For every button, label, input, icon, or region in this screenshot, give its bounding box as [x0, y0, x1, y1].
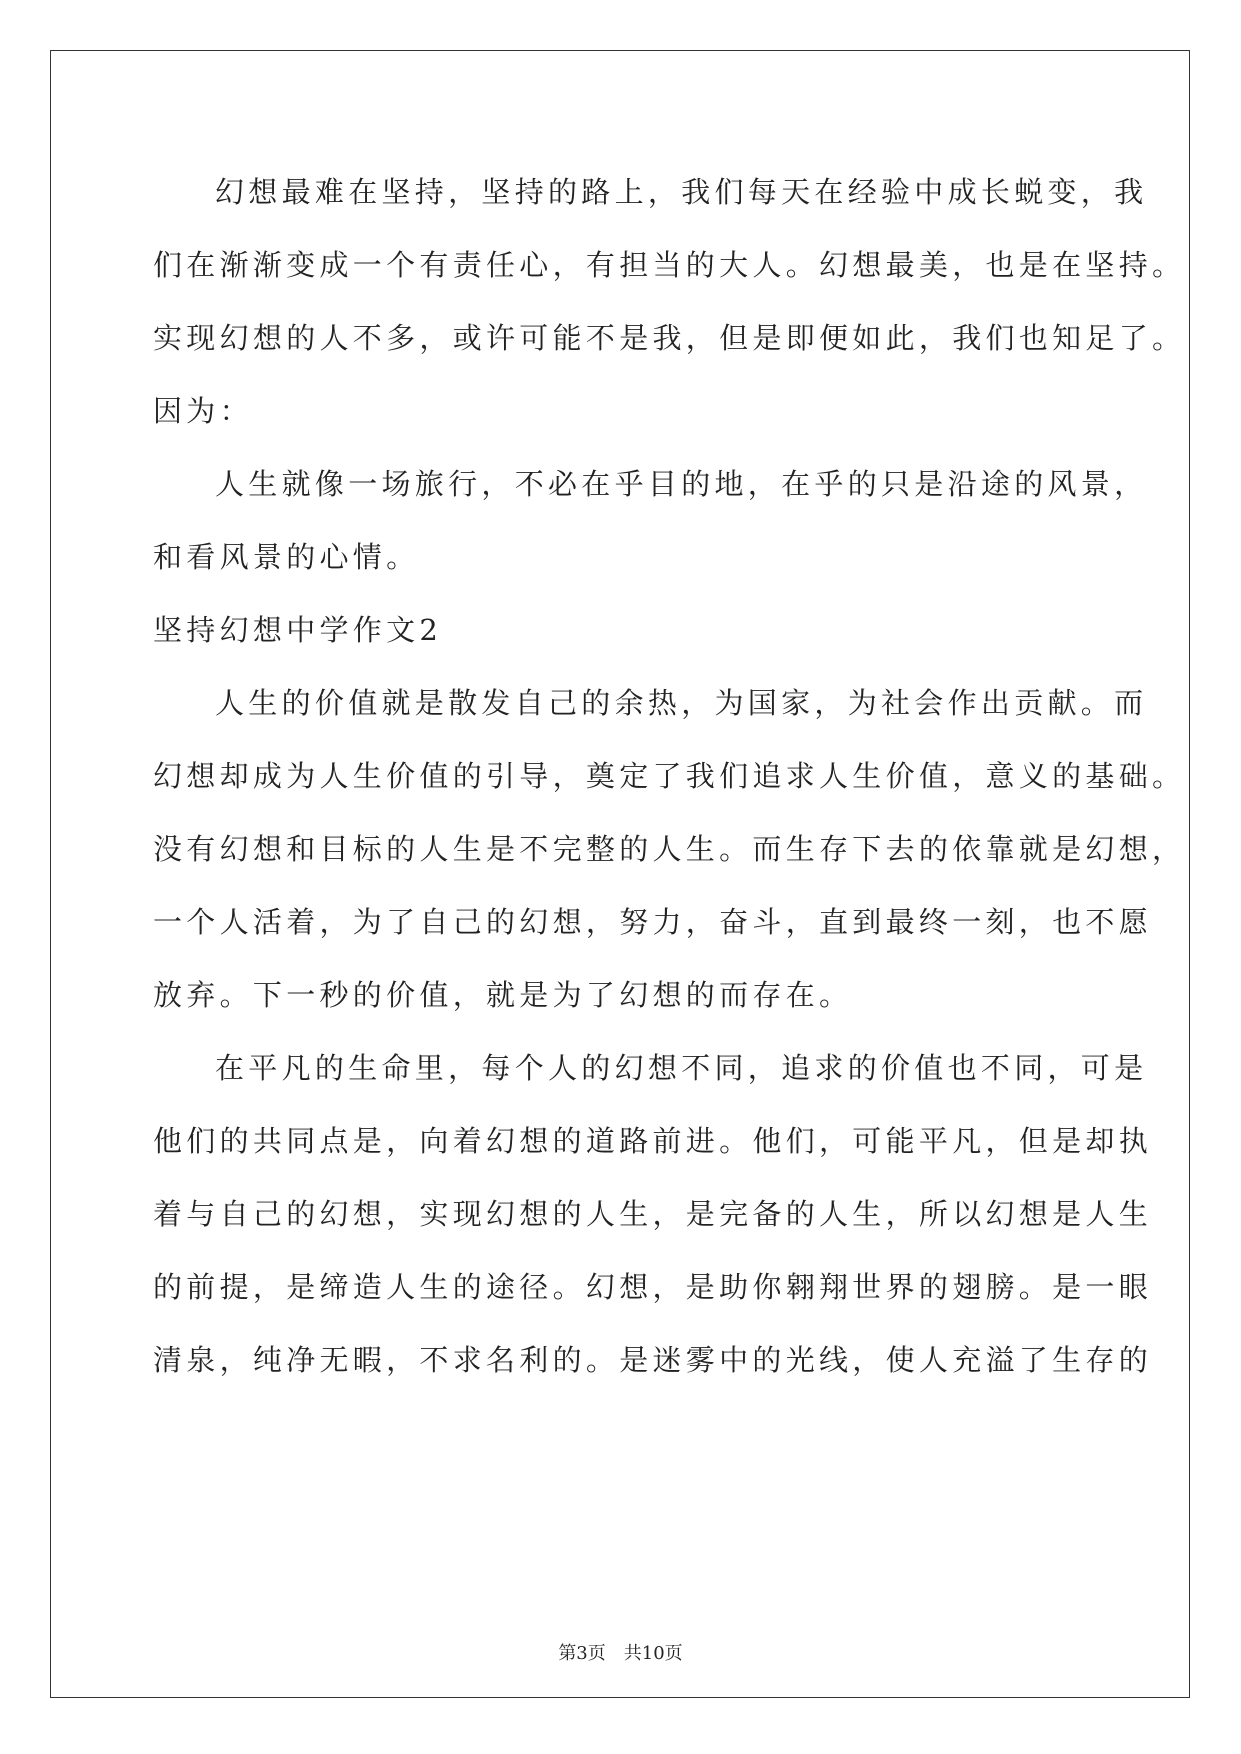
text-line: 放弃。下一秒的价值，就是为了幻想的而存在。 [153, 978, 853, 1012]
page-number-footer: 第3页 共10页 [558, 1643, 683, 1664]
text-line: 实现幻想的人不多，或许可能不是我，但是即便如此，我们也知足了。 [153, 321, 1186, 355]
text-line: 清泉，纯净无暇，不求名利的。是迷雾中的光线，使人充溢了生存的 [153, 1343, 1153, 1377]
text-line: 在平凡的生命里，每个人的幻想不同，追求的价值也不同，可是 [215, 1051, 1148, 1085]
text-line: 着与自己的幻想，实现幻想的人生，是完备的人生，所以幻想是人生 [153, 1197, 1153, 1231]
text-line: 和看风景的心情。 [153, 540, 420, 574]
text-line: 幻想却成为人生价值的引导，奠定了我们追求人生价值，意义的基础。 [153, 759, 1186, 793]
text-line: 他们的共同点是，向着幻想的道路前进。他们，可能平凡，但是却执 [153, 1124, 1153, 1158]
text-line: 人生就像一场旅行，不必在乎目的地，在乎的只是沿途的风景， [215, 467, 1148, 501]
page-frame [50, 50, 1190, 1698]
text-line: 的前提，是缔造人生的途径。幻想，是助你翱翔世界的翅膀。是一眼 [153, 1270, 1153, 1304]
text-line: 一个人活着，为了自己的幻想，努力，奋斗，直到最终一刻，也不愿 [153, 905, 1153, 939]
text-line: 没有幻想和目标的人生是不完整的人生。而生存下去的依靠就是幻想， [153, 832, 1186, 866]
text-line: 们在渐渐变成一个有责任心，有担当的大人。幻想最美，也是在坚持。 [153, 248, 1186, 282]
text-line: 人生的价值就是散发自己的余热，为国家，为社会作出贡献。而 [215, 686, 1148, 720]
section-heading: 坚持幻想中学作文2 [153, 613, 443, 647]
text-line: 幻想最难在坚持，坚持的路上，我们每天在经验中成长蜕变，我 [215, 175, 1148, 209]
text-line: 因为： [153, 394, 253, 428]
